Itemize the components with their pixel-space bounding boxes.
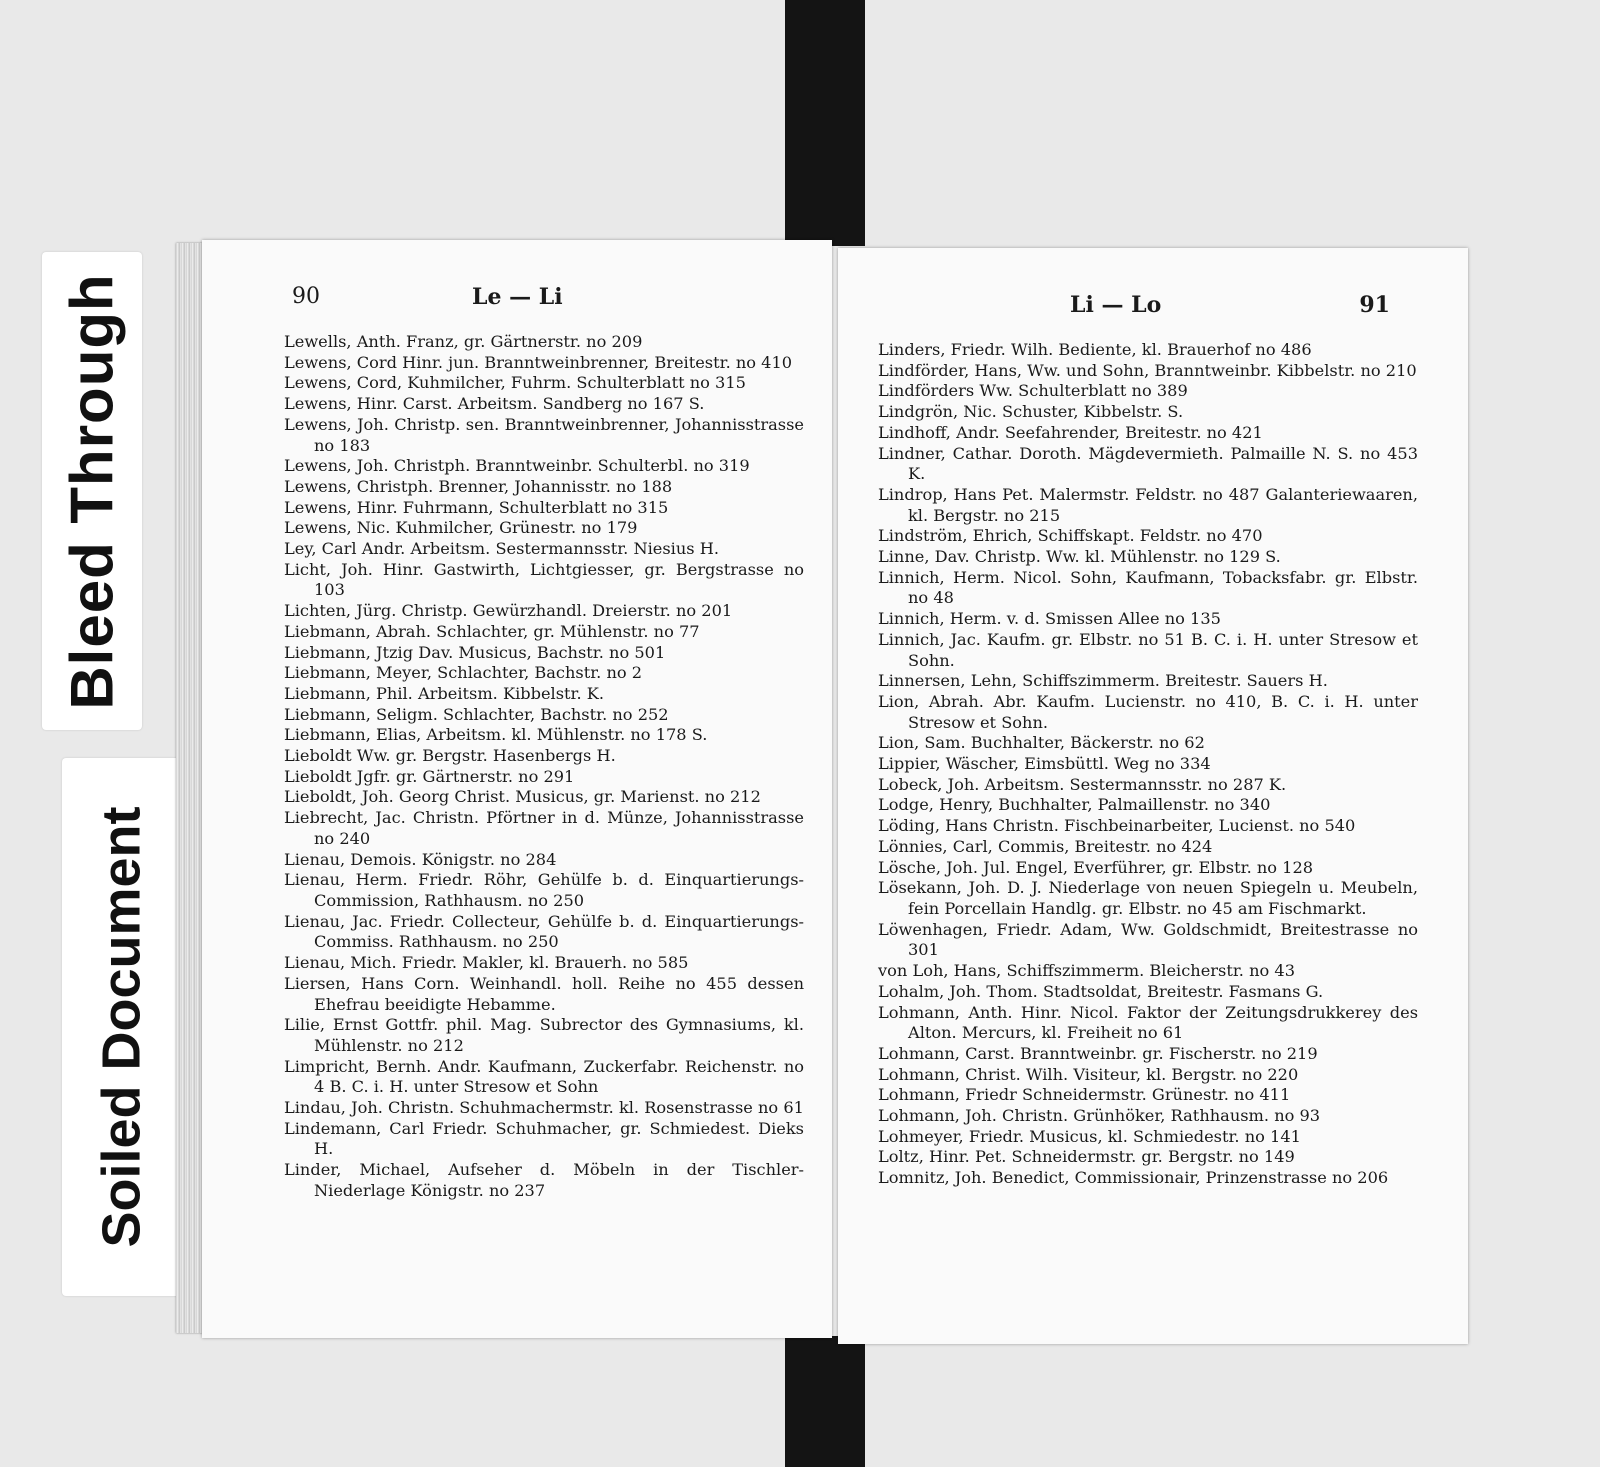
directory-entry: Lippier, Wäscher, Eimsbüttl. Weg no 334 [878, 754, 1211, 774]
directory-entry: Lohmann, Friedr Schneidermstr. Grünestr. no 411 [878, 1085, 1291, 1105]
page-stack-edge [176, 243, 204, 1333]
directory-entry: Linnich, Herm. v. d. Smissen Allee no 135 [878, 609, 1221, 629]
directory-entry: Lion, Abrah. Abr. Kaufm. Lucienstr. no 410, B. C. i. H. unter Stresow et Sohn. [878, 691, 1418, 732]
directory-entry: Lindrop, Hans Pet. Malermstr. Feldstr. no 487 Galanteriewaaren, kl. Bergstr. no 215 [878, 484, 1418, 525]
directory-entry: Lindförder, Hans, Ww. und Sohn, Branntweinbr. Kibbelstr. no 210 [878, 360, 1417, 380]
directory-entry: Liebmann, Phil. Arbeitsm. Kibbelstr. K. [284, 683, 605, 703]
directory-entry: Lienau, Demois. Königstr. no 284 [284, 849, 557, 869]
left-page-entries [284, 332, 804, 1202]
directory-entry: Lichten, Jürg. Christp. Gewürzhandl. Dreierstr. no 201 [284, 601, 733, 621]
right-page-entries [878, 340, 1418, 1189]
directory-entry: Lösekann, Joh. D. J. Niederlage von neuen Spiegeln u. Meubeln, fein Porcellain Handlg. gr. Elbstr. no 45 am Fischmarkt. [878, 878, 1418, 918]
directory-entry: Lindner, Cathar. Doroth. Mägdevermieth. Palmaille N. S. no 453 K. [878, 443, 1418, 484]
directory-entry: Lohmann, Carst. Branntweinbr. gr. Fischerstr. no 219 [878, 1043, 1318, 1063]
directory-entry: Lion, Sam. Buchhalter, Bäckerstr. no 62 [878, 733, 1205, 753]
directory-entry: Lohmeyer, Friedr. Musicus, kl. Schmiedestr. no 141 [878, 1126, 1301, 1146]
directory-entry: Limpricht, Bernh. Andr. Kaufmann, Zuckerfabr. Reichenstr. no 4 B. C. i. H. unter Stresow et Sohn [284, 1056, 804, 1097]
directory-entry: Liebmann, Jtzig Dav. Musicus, Bachstr. no 501 [284, 642, 666, 662]
left-page-header [202, 284, 832, 314]
directory-entry: Lilie, Ernst Gottfr. phil. Mag. Subrector des Gymnasiums, kl. Mühlenstr. no 212 [284, 1015, 804, 1055]
directory-entry: Linnich, Jac. Kaufm. gr. Elbstr. no 51 B. C. i. H. unter Stresow et Sohn. [878, 629, 1418, 670]
directory-entry: Lewens, Nic. Kuhmilcher, Grünestr. no 179 [284, 518, 638, 538]
directory-entry: Lienau, Herm. Friedr. Röhr, Gehülfe b. d. Einquartierungs-Commission, Rathhausm. no 250 [284, 870, 804, 910]
directory-entry: Lönnies, Carl, Commis, Breitestr. no 424 [878, 836, 1213, 856]
directory-entry: Löwenhagen, Friedr. Adam, Ww. Goldschmidt, Breitestrasse no 301 [878, 919, 1418, 960]
left-page [202, 240, 832, 1338]
directory-entry: Lohalm, Joh. Thom. Stadtsoldat, Breitestr. Fasmans G. [878, 981, 1324, 1001]
directory-entry: Liebrecht, Jac. Christn. Pförtner in d. Münze, Johannisstrasse no 240 [284, 808, 804, 848]
directory-entry: Lewells, Anth. Franz, gr. Gärtnerstr. no 209 [284, 332, 643, 351]
directory-entry: Liebmann, Elias, Arbeitsm. kl. Mühlenstr. no 178 S. [284, 725, 708, 745]
directory-entry: Linder, Michael, Aufseher d. Möbeln in der Tischler-Niederlage Königstr. no 237 [284, 1160, 804, 1200]
directory-entry: Linders, Friedr. Wilh. Bediente, kl. Brauerhof no 486 [878, 340, 1312, 359]
right-page-header [838, 292, 1468, 322]
directory-entry: Lobeck, Joh. Arbeitsm. Sestermannsstr. no 287 K. [878, 774, 1287, 794]
directory-entry: Lieboldt, Joh. Georg Christ. Musicus, gr. Marienst. no 212 [284, 787, 761, 807]
directory-entry: Lienau, Mich. Friedr. Makler, kl. Brauerh. no 585 [284, 953, 689, 973]
directory-entry: Linnersen, Lehn, Schiffszimmerm. Breitestr. Sauers H. [878, 671, 1328, 691]
directory-entry: Linne, Dav. Christp. Ww. kl. Mühlenstr. no 129 S. [878, 547, 1281, 567]
directory-entry: Lewens, Joh. Christph. Branntweinbr. Schulterbl. no 319 [284, 456, 750, 476]
directory-entry: Liebmann, Meyer, Schlachter, Bachstr. no 2 [284, 663, 643, 683]
directory-entry: Lewens, Christph. Brenner, Johannisstr. no 188 [284, 476, 673, 496]
directory-entry: Lohmann, Joh. Christn. Grünhöker, Rathhausm. no 93 [878, 1106, 1321, 1126]
right-page [838, 248, 1468, 1344]
directory-entry: Löding, Hans Christn. Fischbeinarbeiter, Lucienst. no 540 [878, 816, 1356, 836]
soiled-document-label [62, 758, 182, 1296]
directory-entry: Lewens, Cord, Kuhmilcher, Fuhrm. Schulterblatt no 315 [284, 373, 746, 393]
directory-entry: von Loh, Hans, Schiffszimmerm. Bleicherstr. no 43 [878, 961, 1296, 981]
directory-entry: Liebmann, Abrah. Schlachter, gr. Mühlenstr. no 77 [284, 621, 700, 641]
directory-entry: Lewens, Hinr. Carst. Arbeitsm. Sandberg no 167 S. [284, 394, 705, 414]
directory-entry: Lewens, Hinr. Fuhrmann, Schulterblatt no 315 [284, 497, 669, 517]
directory-entry: Lewens, Cord Hinr. jun. Branntweinbrenner, Breitestr. no 410 [284, 352, 793, 372]
soiled-document-label-text: Soiled Document [92, 806, 153, 1248]
directory-entry: Lindhoff, Andr. Seefahrender, Breitestr. no 421 [878, 422, 1263, 442]
directory-entry: Lohmann, Christ. Wilh. Visiteur, kl. Bergstr. no 220 [878, 1064, 1299, 1084]
binding-strip-bottom [785, 1336, 865, 1467]
directory-entry: Liebmann, Seligm. Schlachter, Bachstr. no 252 [284, 704, 669, 724]
bleed-through-label [42, 252, 142, 730]
directory-entry: Lindförders Ww. Schulterblatt no 389 [878, 381, 1188, 401]
directory-entry: Lohmann, Anth. Hinr. Nicol. Faktor der Zeitungsdrukkerey des Alton. Mercurs, kl. Freiheit no 61 [878, 1002, 1418, 1043]
right-page-number: 91 [1359, 292, 1390, 318]
directory-entry: Lomnitz, Joh. Benedict, Commissionair, Prinzenstrasse no 206 [878, 1168, 1389, 1188]
directory-entry: Lindau, Joh. Christn. Schuhmachermstr. kl. Rosenstrasse no 61 [284, 1098, 804, 1118]
directory-entry: Lieboldt Jgfr. gr. Gärtnerstr. no 291 [284, 766, 575, 786]
bleed-through-label-text: Bleed Through [58, 272, 126, 710]
binding-strip-top [785, 0, 865, 246]
directory-entry: Lindström, Ehrich, Schiffskapt. Feldstr. no 470 [878, 526, 1263, 546]
directory-entry: Lindgrön, Nic. Schuster, Kibbelstr. S. [878, 402, 1184, 422]
directory-entry: Linnich, Herm. Nicol. Sohn, Kaufmann, Tobacksfabr. gr. Elbstr. no 48 [878, 567, 1418, 608]
directory-entry: Licht, Joh. Hinr. Gastwirth, Lichtgiesser, gr. Bergstrasse no 103 [284, 559, 804, 600]
right-page-range: Li — Lo [1070, 292, 1162, 318]
left-page-range: Le — Li [472, 284, 563, 310]
directory-entry: Lieboldt Ww. gr. Bergstr. Hasenbergs H. [284, 746, 616, 766]
directory-entry: Lewens, Joh. Christp. sen. Branntweinbrenner, Johannisstrasse no 183 [284, 414, 804, 455]
left-page-number: 90 [292, 284, 320, 309]
directory-entry: Loltz, Hinr. Pet. Schneidermstr. gr. Bergstr. no 149 [878, 1147, 1295, 1167]
directory-entry: Liersen, Hans Corn. Weinhandl. holl. Reihe no 455 dessen Ehefrau beeidigte Hebamme. [284, 973, 804, 1014]
directory-entry: Lindemann, Carl Friedr. Schuhmacher, gr. Schmiedest. Dieks H. [284, 1118, 804, 1159]
directory-entry: Lösche, Joh. Jul. Engel, Everführer, gr. Elbstr. no 128 [878, 857, 1314, 877]
directory-entry: Lienau, Jac. Friedr. Collecteur, Gehülfe b. d. Einquartierungs-Commiss. Rathhausm. no 250 [284, 911, 804, 952]
directory-entry: Lodge, Henry, Buchhalter, Palmaillenstr. no 340 [878, 795, 1271, 815]
directory-entry: Ley, Carl Andr. Arbeitsm. Sestermannsstr. Niesius H. [284, 539, 720, 559]
